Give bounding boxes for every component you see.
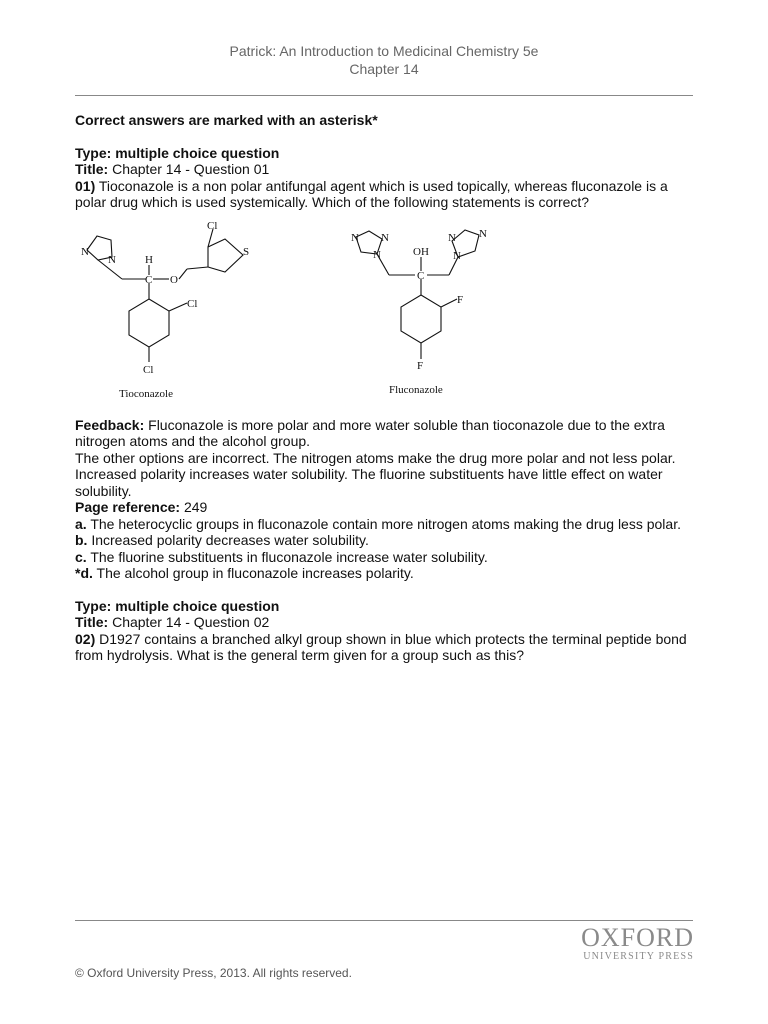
flu-n-3: N [373, 248, 381, 261]
q1-title: Title: Chapter 14 - Question 01 [75, 161, 270, 177]
q1-option-a: a. The heterocyclic groups in fluconazole contain more nitrogen atoms making the drug less polar. [75, 515, 681, 532]
intro-note: Correct answers are marked with an asterisk* [75, 112, 378, 128]
q2-type: Type: multiple choice question [75, 597, 280, 614]
structures-figure [75, 217, 695, 417]
copyright-notice: © Oxford University Press, 2013. All rights reserved. [75, 966, 352, 980]
header-book-title: Patrick: An Introduction to Medicinal Chemistry 5e [229, 43, 539, 59]
page-header [0, 42, 768, 78]
q1-other-options: The other options are incorrect. The nitrogen atoms make the drug more polar and not less polar. Increased polarity increases water solubility. The fluorine substituents have little effect on water solubility. [75, 449, 676, 499]
q2-question: 02) D1927 contains a branched alkyl group shown in blue which protects the terminal peptide bond from hydrolysis. What is the general term given for a group such as this? [75, 630, 687, 663]
tio-n-top: N [81, 245, 89, 258]
header-chapter: Chapter 14 [349, 61, 419, 77]
flu-oh: OH [413, 245, 429, 258]
flu-f-para: F [417, 359, 424, 372]
q1-option-d: *d. The alcohol group in fluconazole increases polarity. [75, 565, 414, 581]
header-divider [75, 95, 693, 96]
tioconazole-label: Tioconazole [119, 387, 173, 400]
tio-o: O [170, 273, 178, 286]
flu-n-4: N [448, 231, 456, 244]
q1-page-reference: Page reference: 249 [75, 499, 208, 515]
tio-cl-ortho: Cl [187, 297, 198, 310]
fluconazole-label: Fluconazole [389, 383, 443, 396]
q1-question: 01) Tioconazole is a non polar antifungal agent which is used topically, whereas fluconazole is a polar drug which is used systemically. Which of the following statements is correct? [75, 177, 668, 210]
footer-divider [75, 920, 693, 921]
document-body [75, 112, 695, 664]
q1-option-c: c. The fluorine substituents in fluconazole increase water solubility. [75, 548, 488, 565]
q1-type: Type: multiple choice question [75, 144, 280, 161]
flu-c: C [417, 269, 425, 282]
tio-s: S [243, 245, 250, 258]
q1-option-b: b. Increased polarity decreases water solubility. [75, 532, 369, 548]
tio-cl-para: Cl [143, 363, 154, 376]
flu-n-2: N [381, 231, 389, 244]
flu-f-ortho: F [457, 293, 464, 306]
tio-c: C [145, 273, 153, 286]
flu-n-5: N [479, 227, 487, 240]
tio-n-bottom: N [108, 253, 116, 266]
tio-cl-thiophene: Cl [207, 219, 218, 232]
q2-title: Title: Chapter 14 - Question 02 [75, 614, 270, 630]
flu-n-1: N [351, 231, 359, 244]
chemical-structures [75, 217, 695, 417]
oxford-logo: OXFORD UNIVERSITY PRESS [581, 923, 694, 962]
tio-h: H [145, 253, 153, 266]
flu-n-6: N [453, 249, 461, 262]
q1-feedback: Feedback: Fluconazole is more polar and more water soluble than tioconazole due to the extra nitrogen atoms and the alcohol group. [75, 416, 665, 449]
